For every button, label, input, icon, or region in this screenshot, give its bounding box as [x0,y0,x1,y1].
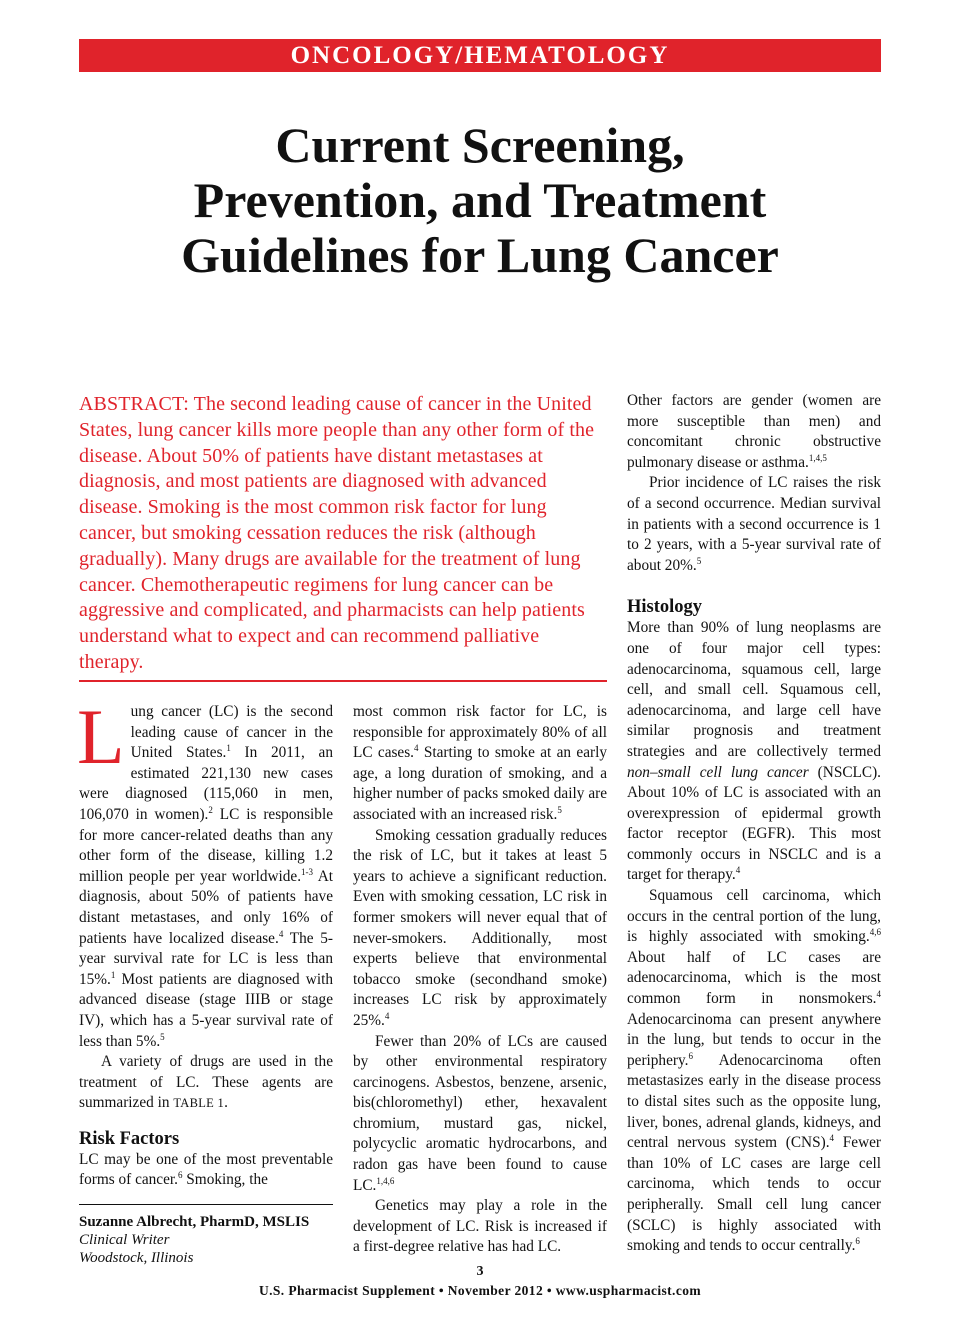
other-factors-paragraph: Other factors are gender (women are more susceptible than men) and concomitant chronic obstructive pulmonary disease or asthma.$^{1,4,5}$ [627,392,881,471]
page-number: 3 [476,1264,484,1279]
intro-paragraph: Lung cancer (LC) is the second leading cause of cancer in the United States.$^1$ In 2011, an estimated 221,130 new cases were diagnosed (115,060 in men, 106,070 in women).$^2$ LC is responsible for more cancer-related deaths than any other form of the disease, killing 1.2 million people per year worldwide.$^{1-3}$ At diagnosis, about 50% of patients have distant metastases, and only 16% of patients have localized disease.$^4$ The 5-year survival rate for LC is less than 15%.$^1$ Most patients are diagnosed with advanced disease (stage IIIB or stage IV), which has a 5-year survival rate of less than 5%.$^5$ [77,693,333,1050]
genetics-paragraph: Genetics may play a role in the development of LC. Risk is increased if a first-degree relative has had LC. [353,1197,607,1256]
author-role: Clinical Writer [79,1232,170,1248]
author-location: Woodstock, Illinois [79,1250,194,1266]
title-line-2: Prevention, and Treatment [193,172,767,228]
section-banner: ONCOLOGY/HEMATOLOGY [79,39,881,72]
histology-paragraph: More than 90% of lung neoplasms are one of four major cell types: adenocarcinoma, squamous cell, large cell, and small cell. Squamous cell, adenocarcinoma, and large cell have similar prognosis and treatment strategies and are collectively termed non–small cell lung cancer (NSCLC). About 10% of LC is associated with an overexpression of epidermal growth factor receptor (EGFR). This most commonly occurs in NSCLC and is a target for therapy.$^4$ [627,619,881,884]
title-line-1: Current Screening, [275,117,685,173]
title-line-3: Guidelines for Lung Cancer [181,227,779,283]
column-2 [353,702,607,1258]
article-title [80,118,880,283]
column-1 [77,693,333,1191]
page-footer: U.S. Pharmacist Supplement • November 2012 • www.uspharmacist.com [258,1283,702,1298]
recurrence-paragraph: Prior incidence of LC raises the risk of a second occurrence. Median survival in patients with a second occurrence is 1 to 2 years, with a 5-year survival rate of about 20%.$^5$ [627,474,881,574]
abstract-divider [79,680,607,682]
column-3 [627,391,881,1257]
cessation-paragraph: Smoking cessation gradually reduces the risk of LC, but it takes at least 5 years to achieve a significant reduction. Even with smoking cessation, LC risk in former smokers will never equal that of never-smokers. Additionally, most experts believe that environmental tobacco smoke (secondhand smoke) increases LC risk by approximately 25%.$^4$ [353,826,607,1029]
heading-histology: Histology [627,597,703,618]
heading-risk-factors: Risk Factors [79,1128,180,1149]
author-name: Suzanne Albrecht, PharmD, MSLIS [79,1214,310,1230]
drop-cap: L [77,693,125,780]
author-block [79,1204,333,1267]
carcinogens-paragraph: Fewer than 20% of LCs are caused by other environmental respiratory carcinogens. Asbestos, benzene, arsenic, bis(chloromethyl) ether, hexavalent chromium, mustard gas, nickel, polycyclic aromatic hydrocarbons, and radon gas have been found to cause LC.$^{1,4,6}$ [353,1032,607,1194]
smoking-paragraph: most common risk factor for LC, is responsible for approximately 80% of all LC cases.$^4$ Starting to smoke at an early age, a long duration of smoking, and a higher number of packs smoked daily are associated with an increased risk.$^5$ [353,703,607,823]
drugs-paragraph: A variety of drugs are used in the treatment of LC. These agents are summarized in TABLE 1. [79,1053,333,1112]
squamous-paragraph: Squamous cell carcinoma, which occurs in the central portion of the lung, is highly associated with smoking.$^{4,6}$ About half of LC cases are adenocarcinoma, which is the most common form in nonsmokers.$^4$ Adenocarcinoma can present anywhere in the lung, but tends to occur in the periphery.$^6$ Adenocarcinoma often metastasizes early in the disease process to distal sites such as the opposite lung, liver, bones, adrenal glands, kidneys, and central nervous system (CNS).$^4$ Fewer than 10% of LC cases are large cell carcinoma, which tends to occur peripherally. Small cell lung cancer (SCLC) is highly associated with smoking and tends to occur centrally.$^6$ [627,887,881,1255]
abstract: ABSTRACT: The second leading cause of cancer in the United States, lung cancer kills more people than any other form of the disease. About 50% of patients have distant metastases at diagnosis, and most patients are diagnosed with advanced disease. Smoking is the most common risk factor for lung cancer, but smoking cessation reduces the risk (although gradually). Many drugs are available for the treatment of lung cancer. Chemotherapeutic regimens for lung cancer can be aggressive and complicated, and pharmacists can help patients understand what to expect and can recommend palliative therapy. [79,393,595,673]
table-reference[interactable]: TABLE 1 [173,1096,225,1111]
risk-paragraph: LC may be one of the most preventable forms of cancer.$^6$ Smoking, the [79,1150,333,1189]
